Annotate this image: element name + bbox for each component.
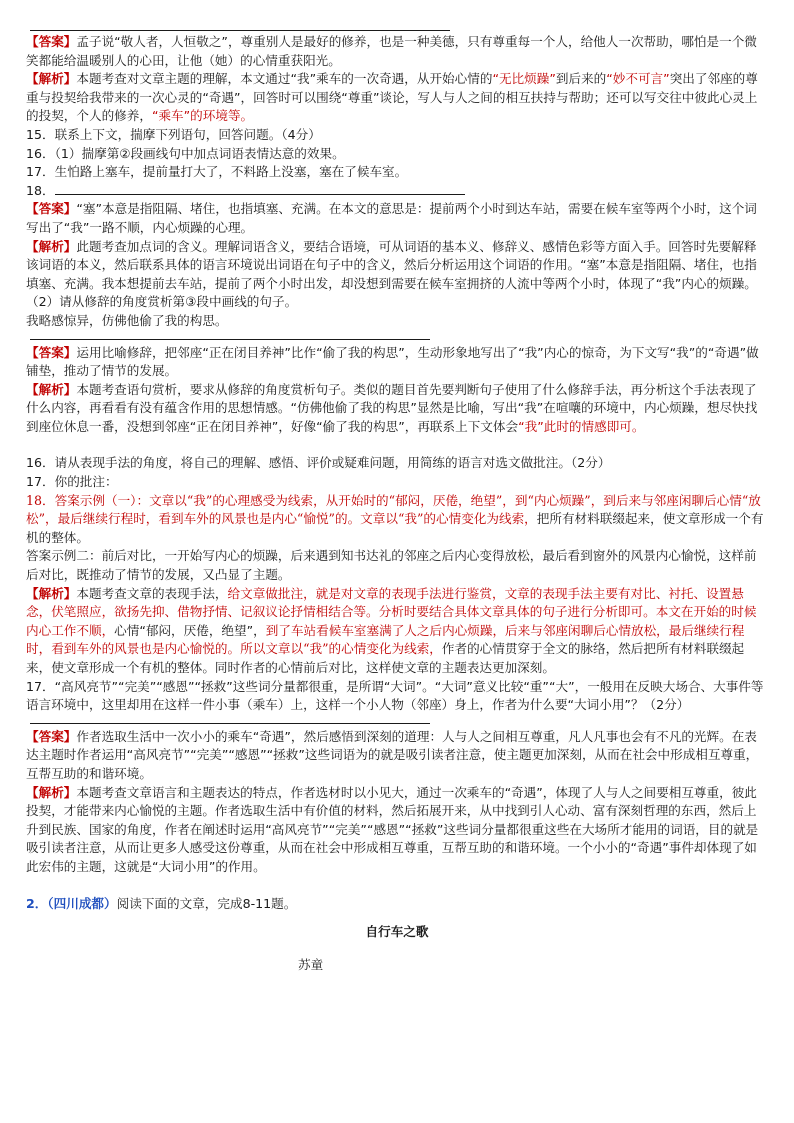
analysis-tag: 【解析】 xyxy=(26,784,77,800)
answer-block-4 xyxy=(26,728,768,784)
highlight-text: “我”此时的情感即可。 xyxy=(518,418,645,434)
answer-line xyxy=(30,723,430,724)
analysis-block-5: 【解析】本题考查文章语言和主题表达的特点，作者选材时以小见大，通过一次乘车的“奇遇”，体现了人与人之间要相互尊重，彼此投契，才能带来内心愉悦的主题。作者选取生活中有价值的材料，然后拓展开来，从中找到引人心动、富有深刻哲理的东西，然后上升到民族、国家的角度，作者在阐述时运用“高风亮节”“完美”“感恩”“拯救”这些词分量都很重这些在大场所才能用的词语，目的就是吸引读者注意，从而让更多人感受这份尊重，从而在社会中形成相互尊重，互帮互助的和谐环境。一个小小的“奇遇”事件却体现了如此宏伟的主题，这就是“大词小用”的作用。 xyxy=(26,784,759,874)
question-2: （2）请从修辞的角度赏析第③段中画线的句子。 xyxy=(26,294,298,310)
answer-example-2: 答案示例二：前后对比，一开始写内心的烦躁，后来遇到知书达礼的邻座之后内心变得放松，最后看到窗外的风景内心愉悦，这样前后对比，既推动了情节的发展，又凸显了主题。 xyxy=(26,548,757,583)
answer-line xyxy=(30,30,450,31)
question-17-big-words: 17．“高风亮节”“完美”“感恩”“拯救”这些词分量都很重，是所谓“大词”。“大词”意义比较“重”“大”，一般用在反映大场合、大事件等语言环境中，这里却用在这样一件小事（乘车）上，这样一个小人物（邻座）身上，作者为什么要“大词小用”？（2分） xyxy=(26,678,764,713)
answer-line xyxy=(55,182,465,195)
analysis-tag: 【解析】 xyxy=(26,585,77,601)
reading-question-2: 2．（四川成都）阅读下面的文章，完成8-11题。 xyxy=(26,895,297,911)
answer-text: 运用比喻修辞，把邻座“正在闭目养神”比作“偷了我的构思”，生动形象地写出了“我”内心的惊奇，为下文写“我”的“奇遇”做铺垫，推动了情节的发展。 xyxy=(26,344,759,379)
answer-text: 孟子说“敬人者，人恒敬之”，尊重别人是最好的修养，也是一种美德，只有尊重每一个人，给他人一次帮助，哪怕是一个微笑都能给温暖别人的心田，让他（她）的心情重获阳光。 xyxy=(26,34,757,68)
answer-tag: 【答案】 xyxy=(26,728,77,744)
answer-text: “塞”本意是指阻隔、堵住，也指填塞、充满。在本文的意思是：提前两个小时到达车站，需要在候车室等两个小时，这个词写出了“我”一路不顺，内心烦躁的心理。 xyxy=(26,201,757,235)
highlight-text: “妙不可言” xyxy=(606,71,670,87)
analysis-tag: 【解析】 xyxy=(26,71,77,87)
highlight-text: 到了车站看候车室塞满了人之后内心烦躁，后来与邻座闲聊后心情放松，最后继续行程时，看到车外的风景也是内心愉悦的。所以文章以“我”的心情变化为线索， xyxy=(26,622,745,657)
question-number: 2．（四川成都） xyxy=(26,895,117,911)
analysis-block-1: 【解析】本题考查对文章主题的理解，本文通过“我”乘车的一次奇遇，从开始心情的“无比烦躁”到后来的“妙不可言”突出了邻座的尊重与投契给我带来的一次心灵的“奇遇”，回答时可以围绕“尊重”谈论，写人与人之间的相互扶持与帮助；还可以写交往中彼此心灵上的投契，个人的修养，“乘车”的环境等。 xyxy=(26,71,758,124)
question-15: 15．联系上下文，揣摩下列语句，回答问题。（4分） xyxy=(26,126,321,142)
highlight-text: 18．答案示例（一）：文章以“我”的心理感受为线索，从开始时的“郁闷，厌倦，绝望”，到“内心烦躁”，到后来与邻座闲聊后心情“放松”，最后继续行程时，看到车外的风景也是内心“愉悦”的。文章以“我”的心情变化为线索， xyxy=(26,492,761,527)
answer-block-3 xyxy=(26,344,768,381)
article-author: 苏童 xyxy=(298,957,324,973)
answer-tag: 【答案】 xyxy=(26,34,77,49)
answer-block-1 xyxy=(26,33,768,70)
analysis-block-3: 【解析】本题考查语句赏析，要求从修辞的角度赏析句子。类似的题目首先要判断句子使用了什么修辞手法，再分析这个手法表现了什么内容，再看看有没有蕴含作用的思想情感。“仿佛他偷了我的构思”显然是比喻，写出“我”在喧嚷的环境中，内心烦躁，想尽快找到座位休息一番，没想到邻座“正在闭目养神”，好像“偷了我的构思”，再联系上下文体会“我”此时的情感即可。 xyxy=(26,381,758,434)
answer-block-2 xyxy=(26,200,768,237)
answer-tag: 【答案】 xyxy=(26,201,77,217)
answer-text: 作者选取生活中一次小小的乘车“奇遇”，然后感悟到深刻的道理：人与人之间相互尊重，凡人凡事也会有不凡的光辉。在表达主题时作者运用“高风亮节”“完美”“感恩”“拯救”这些词语为的就是吸引读者注意，使主题更加深刻，从而在社会中形成相互尊重，互帮互助的和谐环境。 xyxy=(26,728,759,781)
question-17-sentence: 17．生怕路上塞车，提前量打大了，不料路上没塞，塞在了候车室。 xyxy=(26,164,408,180)
answer-example-1: 18．答案示例（一）：文章以“我”的心理感受为线索，从开始时的“郁闷，厌倦，绝望”，到“内心烦躁”，到后来与邻座闲聊后心情“放松”，最后继续行程时，看到车外的风景也是内心“愉悦”的。文章以“我”的心情变化为线索，把所有材料联缀起来，使文章形成一个有机的整体。 xyxy=(26,492,764,545)
article-title: 自行车之歌 xyxy=(365,924,429,940)
analysis-block-4: 【解析】本题考查文章的表现手法，给文章做批注，就是对文章的表现手法进行鉴赏，文章的表现手法主要有对比、衬托、设置悬念，伏笔照应，欲扬先抑、借物抒情、记叙议论抒情相结合等。分析时要结合具体文章具体的句子进行分析即可。本文在开始的时候内心工作不顺，心情“郁闷，厌倦，绝望”，到了车站看候车室塞满了人之后内心烦躁，后来与邻座闲聊后心情放松，最后继续行程时，看到车外的风景也是内心愉悦的。所以文章以“我”的心情变化为线索，作者的心情贯穿于全文的脉络，然后把所有材料联缀起来，使文章形成一个有机的整体。同时作者的心情前后对比，这样使文章的主题表达更加深刻。 xyxy=(26,585,757,675)
question-17: 17．你的批注： xyxy=(26,474,118,490)
question-16-1: 16．（1）揣摩第②段画线句中加点词语表情达意的效果。 xyxy=(26,145,345,161)
question-18: 18． xyxy=(26,182,768,201)
analysis-tag: 【解析】 xyxy=(26,238,77,254)
question-2-sentence: 我略感惊异，仿佛他偷了我的构思。 xyxy=(26,312,228,328)
highlight-text: “乘车”的环境等。 xyxy=(151,108,254,124)
highlight-text: “无比烦躁” xyxy=(492,71,556,87)
analysis-block-2: 【解析】此题考查加点词的含义。理解词语含义，要结合语境，可从词语的基本义、修辞义、感情色彩等方面入手。回答时先要解释该词语的本义，然后联系具体的语言环境说出词语在句子中的含义，然后分析运用这个词语的作用。“塞”本意是指阻隔、堵住，也指填塞、充满。我本想提前去车站，提前了两个小时出发，却没想到需要在候车室拥挤的人流中等两个小时，体现了“我”内心的烦躁。 xyxy=(26,238,757,291)
analysis-tag: 【解析】 xyxy=(26,381,77,397)
answer-line xyxy=(30,339,430,340)
highlight-text: 给文章做批注，就是对文章的表现手法进行鉴赏，文章的表现手法主要有对比、衬托、设置悬念，伏笔照应，欲扬先抑、借物抒情、记叙议论抒情相结合等。分析时要结合具体文章具体的句子进行分析即可。本文在开始的时候内心工作不顺， xyxy=(26,585,757,638)
answer-tag: 【答案】 xyxy=(26,344,77,360)
question-16: 16．请从表现手法的角度，将自己的理解、感悟、评价或疑难问题，用简练的语言对选文做批注。（2分） xyxy=(26,455,611,471)
